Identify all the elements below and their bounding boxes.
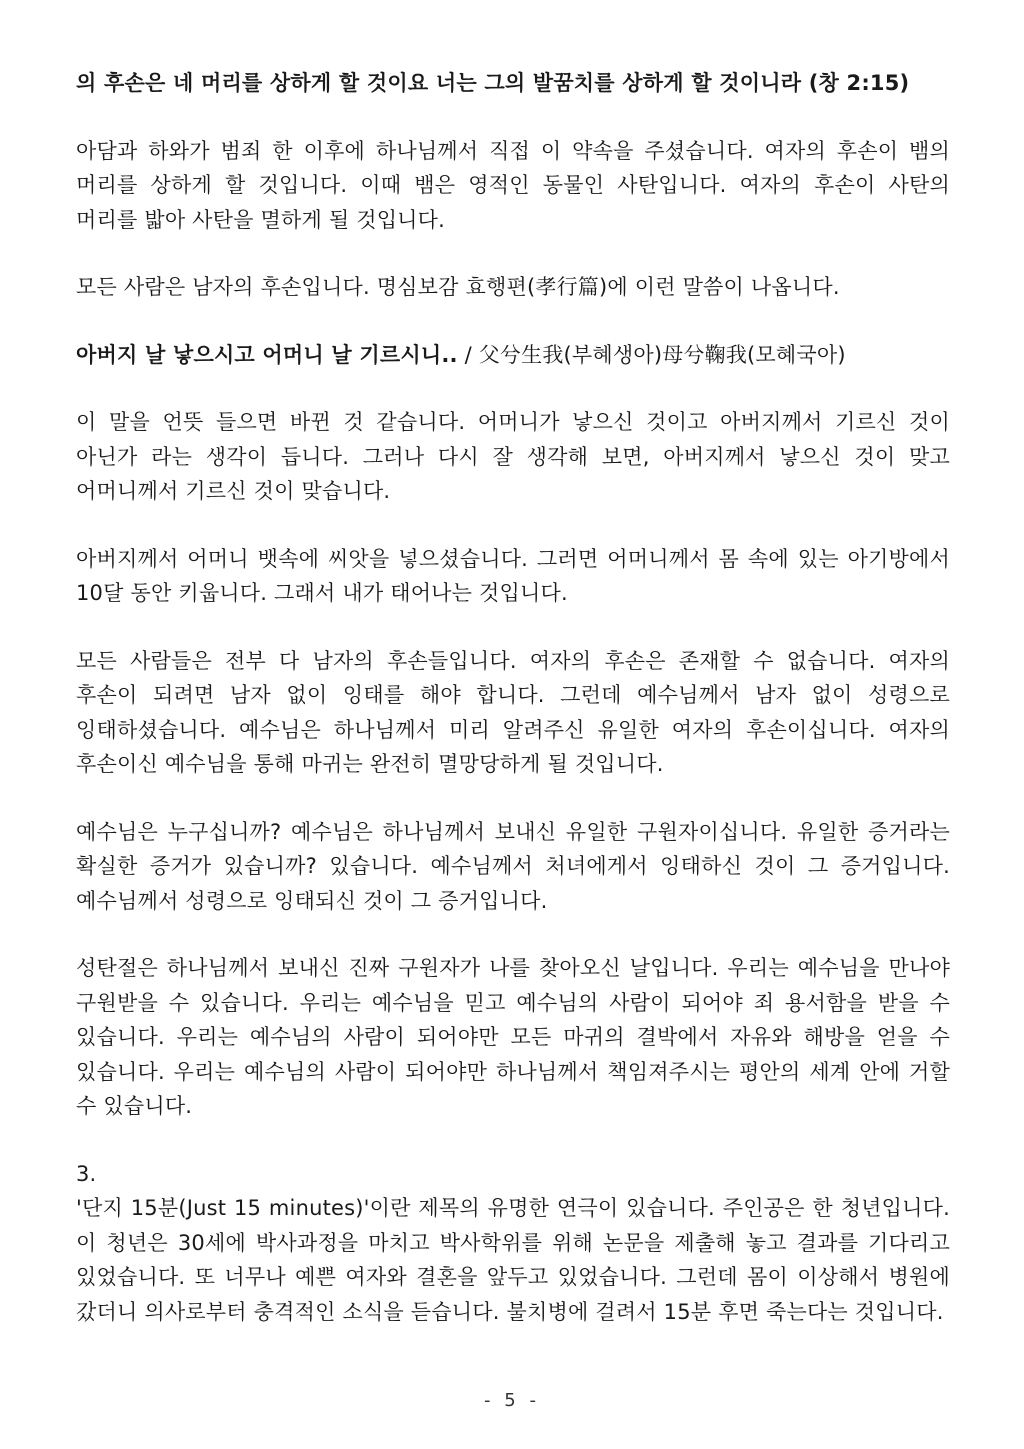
paragraph: 모든 사람들은 전부 다 남자의 후손들입니다. 여자의 후손은 존재할 수 없습니다. 여자의 후손이 되려면 남자 없이 잉태를 해야 합니다. 그런데 예수님께서 남자 없이 성령으로 잉태하셨습니다. 예수님은 하나님께서 미리 알려주신 유일한 여자의 후손이십니다. 여자의 후손이신 예수님을 통해 마귀는 완전히 멸망당하게 될 것입니다. [76, 648, 950, 776]
paragraph: 예수님은 누구십니까? 예수님은 하나님께서 보내신 유일한 구원자이십니다. 유일한 증거라는 확실한 증거가 있습니까? 있습니다. 예수님께서 처녀에게서 잉태하신 것이 그 증거입니다. 예수님께서 성령으로 잉태되신 것이 그 증거입니다. [76, 819, 950, 913]
bible-verse: 의 후손은 네 머리를 상하게 할 것이요 너는 그의 발꿈치를 상하게 할 것이니라 (창 2:15) [76, 71, 910, 95]
paragraph: 모든 사람은 남자의 후손입니다. 명심보감 효행편(孝行篇)에 이런 말씀이 나옵니다. [76, 275, 840, 299]
page-number: - 5 - [484, 1390, 540, 1411]
proverb-quote-korean: 아버지 날 낳으시고 어머니 날 기르시니.. [76, 342, 458, 367]
paragraph: '단지 15분(Just 15 minutes)'이란 제목의 유명한 연극이 있습니다. 주인공은 한 청년입니다. 이 청년은 30세에 박사과정을 마치고 박사학위를 위해 논문을 제출해 놓고 결과를 기다리고 있었습니다. 또 너무나 예쁜 여자와 결혼을 앞두고 있었습니다. 그런데 몸이 이상해서 병원에 갔더니 의사로부터 충격적인 소식을 듣습니다. 불치병에 걸려서 15분 후면 죽는다는 것입니다. [76, 1196, 950, 1324]
paragraph: 아담과 하와가 범죄 한 이후에 하나님께서 직접 이 약속을 주셨습니다. 여자의 후손이 뱀의 머리를 상하게 할 것입니다. 이때 뱀은 영적인 동물인 사탄입니다. 여자의 후손이 사탄의 머리를 밟아 사탄을 멸하게 될 것입니다. [76, 138, 950, 232]
proverb-quote [76, 338, 950, 373]
document-body [76, 66, 950, 1362]
paragraph: 성탄절은 하나님께서 보내신 진짜 구원자가 나를 찾아오신 날입니다. 우리는 예수님을 만나야 구원받을 수 있습니다. 우리는 예수님을 믿고 예수님의 사람이 되어야 죄 용서함을 받을 수 있습니다. 우리는 예수님의 사람이 되어야만 모든 마귀의 결박에서 자유와 해방을 얻을 수 있습니다. 우리는 예수님의 사람이 되어야만 하나님께서 책임져주시는 평안의 세계 안에 거할 수 있습니다. [76, 956, 950, 1118]
section-number: 3. [76, 1161, 97, 1186]
paragraph: 이 말을 언뜻 들으면 바뀐 것 같습니다. 어머니가 낳으신 것이고 아버지께서 기르신 것이 아닌가 라는 생각이 듭니다. 그러나 다시 잘 생각해 보면, 아버지께서 낳으신 것이 맞고 어머니께서 기르신 것이 맞습니다. [76, 410, 950, 503]
proverb-quote-hanja: / 父兮生我(부혜생아)母兮鞠我(모혜국아) [457, 342, 846, 367]
paragraph: 아버지께서 어머니 뱃속에 씨앗을 넣으셨습니다. 그러면 어머니께서 몸 속에 있는 아기방에서 10달 동안 키웁니다. 그래서 내가 태어나는 것입니다. [76, 546, 950, 605]
